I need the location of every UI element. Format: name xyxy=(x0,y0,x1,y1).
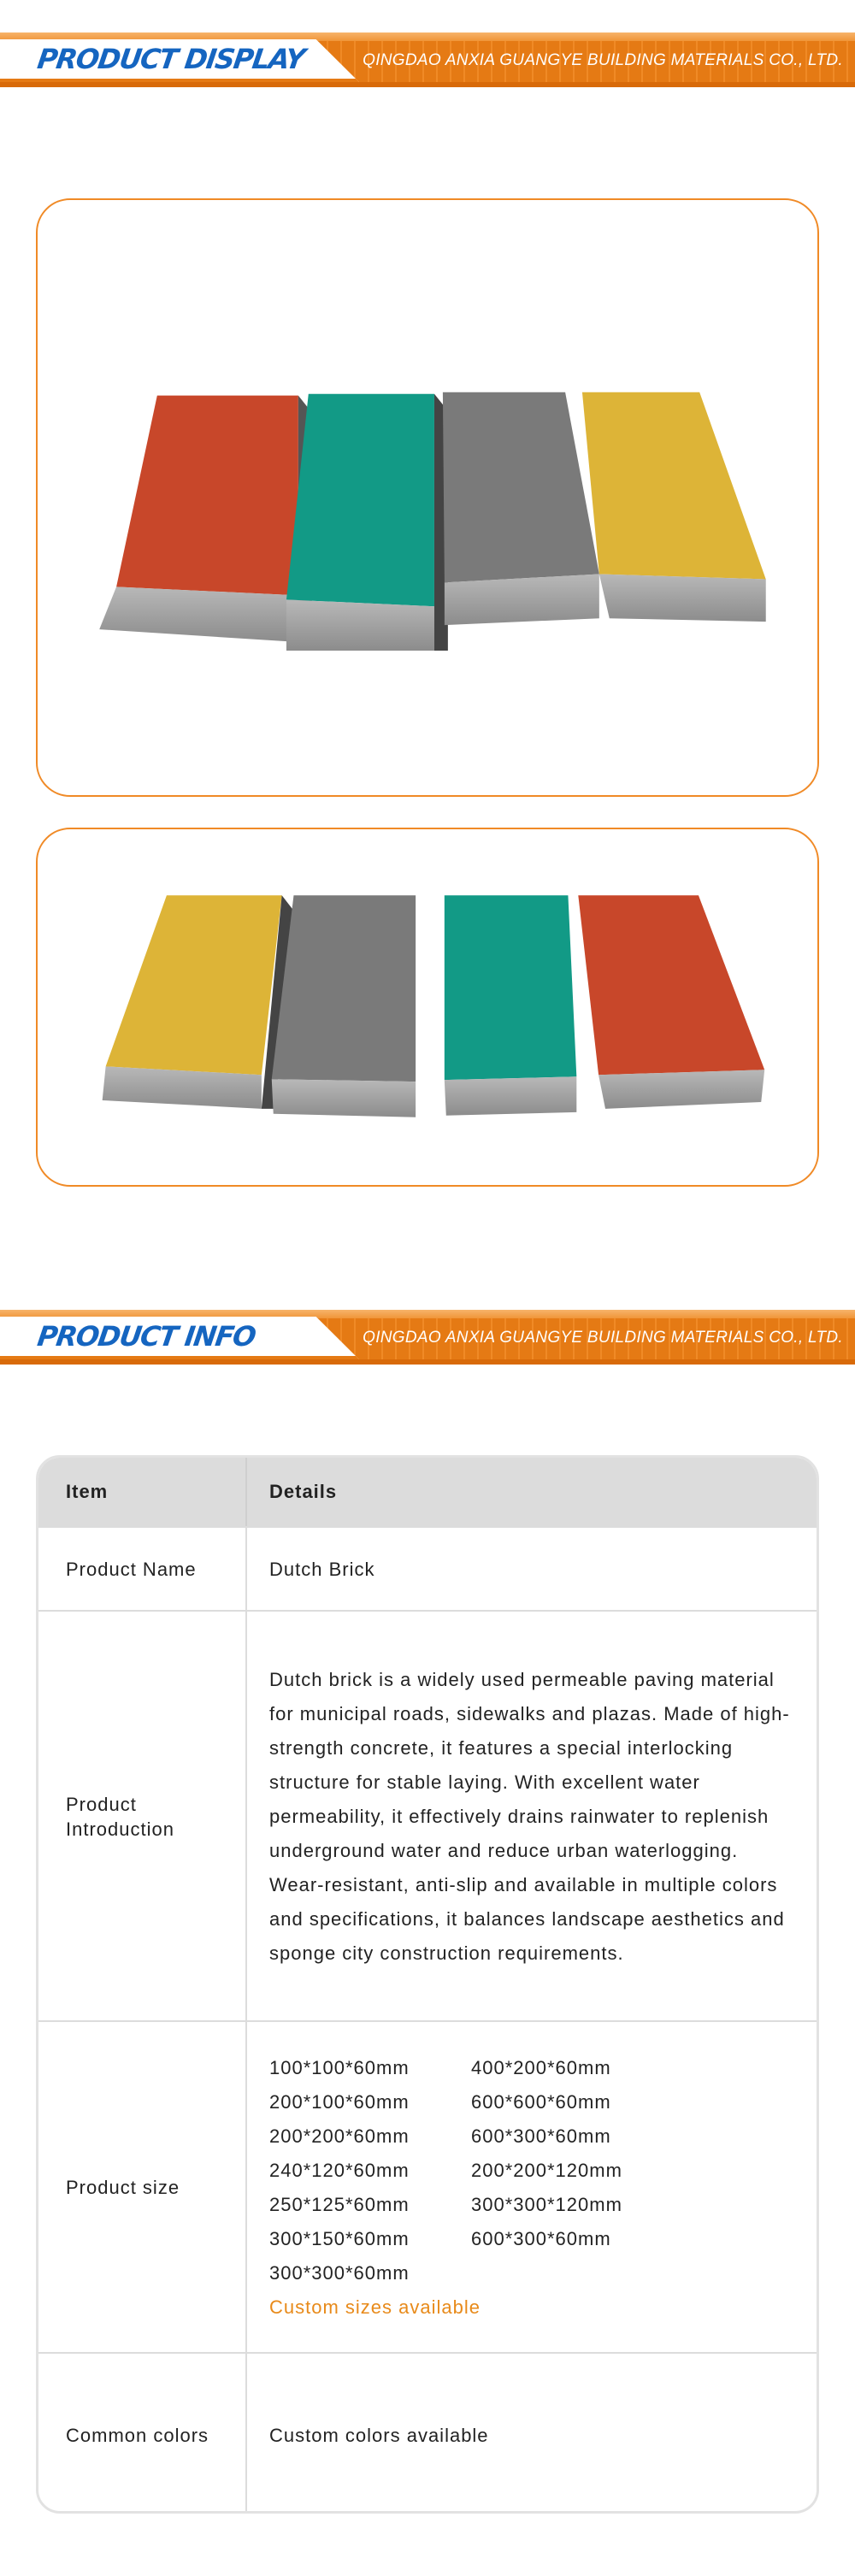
brick-photo-1 xyxy=(38,200,817,795)
row-label-line1: Product xyxy=(66,1794,137,1815)
brick-photo-2 xyxy=(38,829,817,1185)
size-item: 600*300*60mm xyxy=(471,2228,611,2249)
introduction-text: Dutch brick is a widely used permeable paving material for municipal roads, sidewalks and plazas. Made of high-strength concrete, it features a special interlocking structure for stable laying. With excellent water permeability, it effectively drains rainwater to replenish underground water and reduce urban waterlogging. Wear-resistant, anti-slip and available in multiple colors and specifications, it balances landscape aesthetics and sponge city construction requirements. xyxy=(269,1669,790,1964)
size-item: 100*100*60mm xyxy=(269,2057,410,2078)
size-item: 300*300*120mm xyxy=(471,2194,622,2215)
red-brick xyxy=(99,396,312,642)
product-photo-2 xyxy=(36,828,819,1187)
company-name: QINGDAO ANXIA GUANGYE BUILDING MATERIALS CO., LTD. xyxy=(363,1329,843,1347)
size-item: 200*200*60mm xyxy=(269,2125,410,2147)
common-colors-value: Custom colors available xyxy=(269,2425,489,2446)
header-details: Details xyxy=(269,1481,338,1502)
product-info-table xyxy=(36,1455,819,2514)
section-title: PRODUCT DISPLAY xyxy=(35,43,307,75)
size-item: 240*120*60mm xyxy=(269,2160,410,2181)
row-label-introduction xyxy=(38,1612,247,2022)
teal-brick xyxy=(445,895,577,1116)
header-item: Item xyxy=(38,1458,247,1526)
grey-brick xyxy=(272,895,416,1117)
yellow-brick xyxy=(582,392,766,622)
row-label-common-colors: Common colors xyxy=(38,2354,247,2514)
size-list xyxy=(269,2051,659,2290)
row-label-product-size: Product size xyxy=(38,2022,247,2354)
row-label-product-name: Product Name xyxy=(38,1528,247,1612)
size-item: 600*300*60mm xyxy=(471,2125,611,2147)
yellow-brick xyxy=(103,895,294,1109)
product-display-banner xyxy=(0,32,855,87)
product-info-banner xyxy=(0,1310,855,1365)
table-row xyxy=(38,2020,817,2354)
size-item: 400*200*60mm xyxy=(471,2057,611,2078)
red-brick xyxy=(578,895,764,1109)
size-item: 300*150*60mm xyxy=(269,2228,410,2249)
product-photo-1 xyxy=(36,198,819,797)
section-title: PRODUCT INFO xyxy=(35,1320,257,1353)
grey-brick xyxy=(443,392,599,625)
introduction-value xyxy=(247,1612,817,2022)
table-row xyxy=(38,1526,817,1612)
teal-brick xyxy=(286,394,448,651)
size-item: 250*125*60mm xyxy=(269,2194,410,2215)
product-name-value: Dutch Brick xyxy=(269,1559,375,1580)
custom-sizes-note: Custom sizes available xyxy=(269,2296,481,2318)
size-item: 200*200*120mm xyxy=(471,2160,622,2181)
table-row xyxy=(38,2352,817,2514)
product-size-value xyxy=(247,2022,817,2354)
row-label-line2: Introduction xyxy=(66,1819,174,1840)
size-item: 600*600*60mm xyxy=(471,2091,611,2113)
size-item: 300*300*60mm xyxy=(269,2262,410,2284)
table-row xyxy=(38,1610,817,2022)
company-name: QINGDAO ANXIA GUANGYE BUILDING MATERIALS CO., LTD. xyxy=(363,51,843,69)
table-header-row xyxy=(38,1458,817,1526)
size-item: 200*100*60mm xyxy=(269,2091,410,2113)
